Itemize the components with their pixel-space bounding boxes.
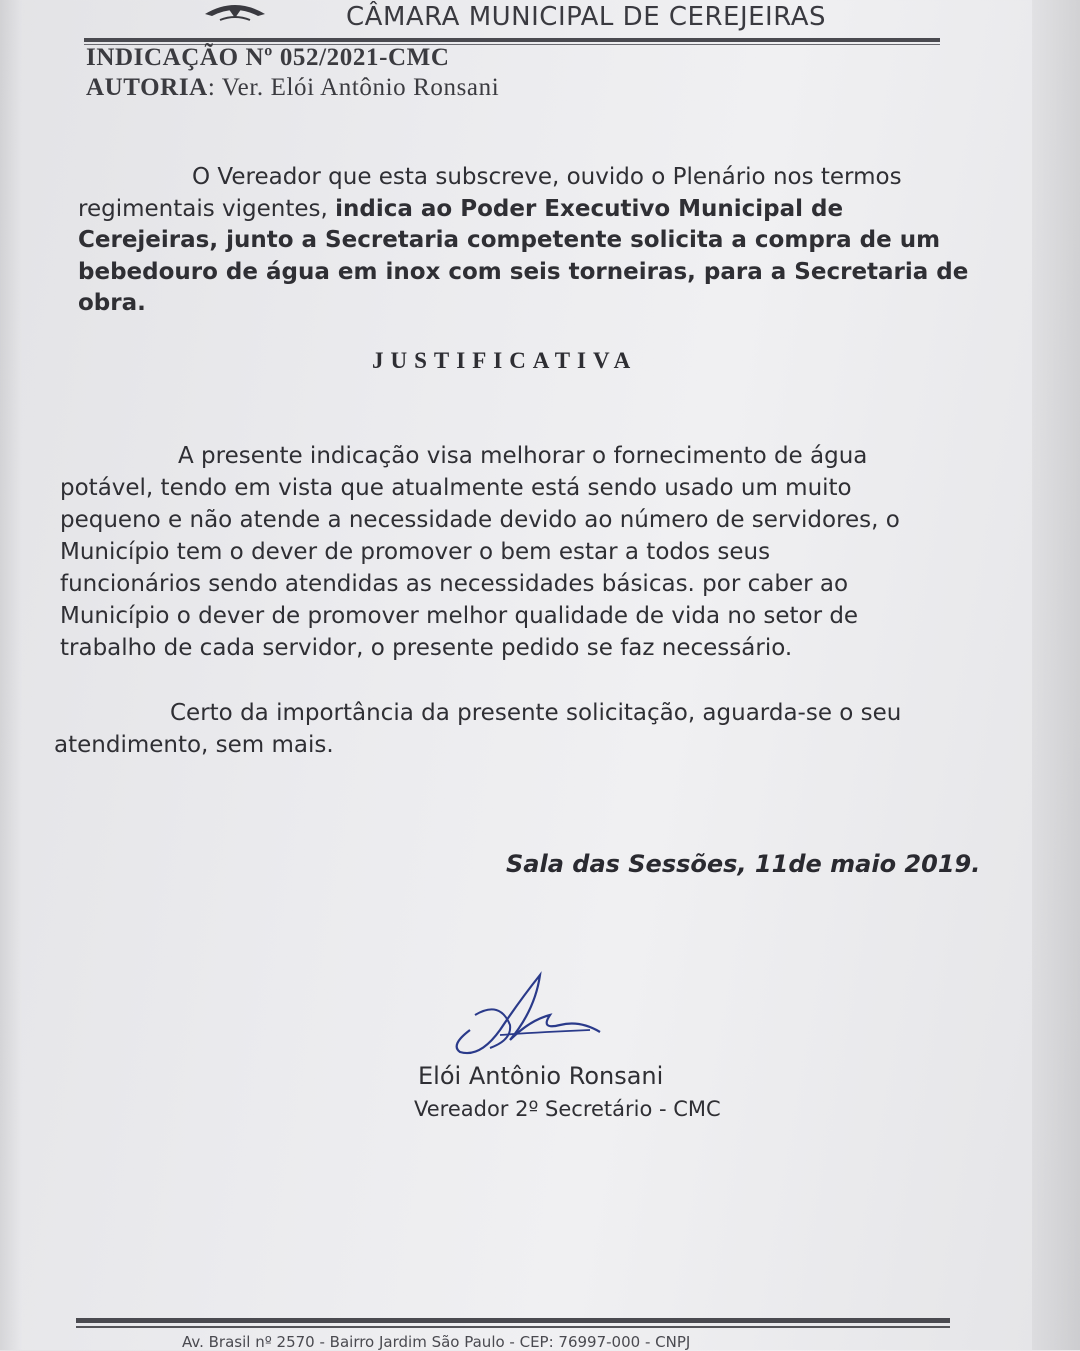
justificativa-heading: JUSTIFICATIVA [372,348,638,373]
justificativa-paragraph [60,440,900,664]
intro-line-4: bebedouro de água em inox com seis torneiras, para a Secretaria de [78,258,969,285]
justificativa-line: potável, tendo em vista que atualmente está sendo usado um muito [60,475,852,501]
closing-paragraph [54,698,901,761]
page-shadow-left [0,0,22,1350]
intro-line-3: Cerejeiras, junto a Secretaria competente solicita a compra de um [78,227,941,253]
footer-rule-thin [76,1326,950,1328]
indicacao-number [86,44,450,72]
header-rule [84,38,940,42]
autoria-label: AUTORIA [86,74,208,101]
justificativa-line: Município tem o dever de promover o bem estar a todos seus [60,539,771,565]
date-line: Sala das Sessões, 11de maio 2019. [506,850,981,878]
justificativa-line: funcionários sendo atendidas as necessidades básicas. por caber ao [60,571,849,597]
chamber-name: CÂMARA MUNICIPAL DE CEREJEIRAS [346,2,827,32]
intro-paragraph [78,162,968,320]
footer-rule [76,1318,950,1323]
page-shadow-right [1032,0,1080,1350]
signer-name: Elói Antônio Ronsani [418,1062,664,1090]
autoria-line [86,74,499,102]
justificativa-line: A presente indicação visa melhorar o fornecimento de água [178,443,868,469]
handwritten-signature [440,970,610,1065]
signer-role: Vereador 2º Secretário - CMC [414,1097,721,1121]
closing-line: atendimento, sem mais. [54,731,334,758]
autoria-value: : Ver. Elói Antônio Ronsani [207,74,500,101]
justificativa-line: Município o dever de promover melhor qualidade de vida no setor de [60,603,859,629]
coat-of-arms-logo [200,0,270,22]
intro-line-5: obra. [78,290,146,316]
justificativa-line: pequeno e não atende a necessidade devido ao número de servidores, o [60,507,900,533]
closing-line: Certo da importância da presente solicitação, aguarda-se o seu [170,700,902,726]
indicacao-text: INDICAÇÃO Nº 052/2021-CMC [86,44,450,71]
justificativa-line: trabalho de cada servidor, o presente pedido se faz necessário. [60,635,793,661]
intro-line-2: regimentais vigentes, indica ao Poder Executivo Municipal de [78,195,844,222]
footer-address: Av. Brasil nº 2570 - Bairro Jardim São Paulo - CEP: 76997-000 - CNPJ [182,1333,691,1351]
intro-line-1: O Vereador que esta subscreve, ouvido o Plenário nos termos [192,164,902,190]
